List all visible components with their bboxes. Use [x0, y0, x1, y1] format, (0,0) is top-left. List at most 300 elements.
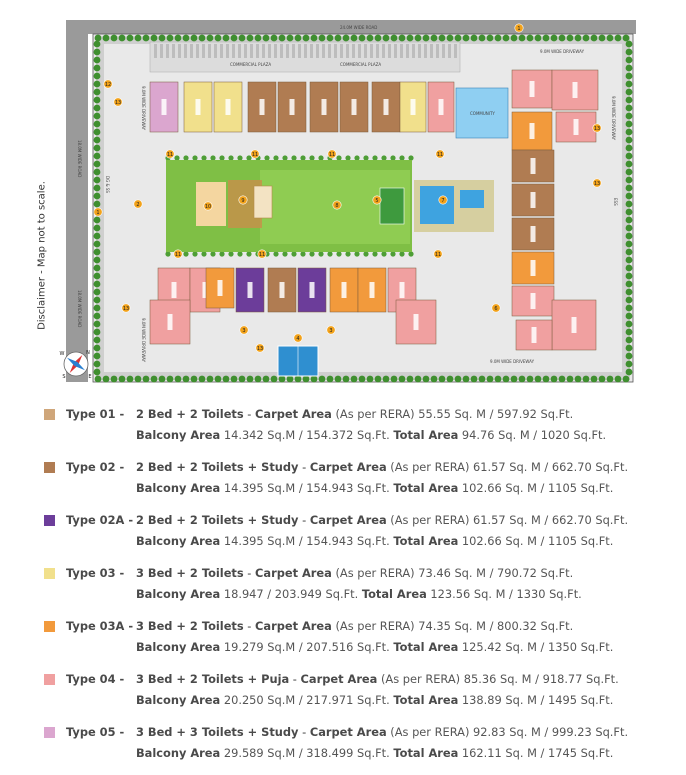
type-color-swatch	[44, 568, 55, 579]
legend-row	[44, 616, 664, 669]
tree	[626, 41, 633, 48]
amenity-marker-number: 12	[104, 81, 112, 88]
tree	[183, 251, 188, 256]
tower-core	[248, 282, 253, 298]
unit-type-name: Type 03 -	[66, 566, 125, 580]
tower-core	[531, 293, 536, 309]
parking-bay	[220, 44, 223, 58]
tree	[94, 121, 101, 128]
unit-type-name: Type 03A -	[66, 619, 134, 633]
tree	[94, 241, 101, 248]
tree	[282, 251, 287, 256]
tree	[215, 35, 222, 42]
amenity-marker-number: 13	[593, 125, 601, 132]
tree	[94, 65, 101, 72]
tree	[383, 376, 390, 383]
amenity-marker-number: 11	[166, 151, 174, 158]
total-area-value: 94.76 Sq. M / 1020 Sq.Ft.	[458, 428, 607, 442]
tree	[94, 57, 101, 64]
amenity-marker-number: 11	[174, 251, 182, 258]
tree	[615, 376, 622, 383]
tree	[94, 161, 101, 168]
type-color-swatch	[44, 409, 55, 420]
tower-core	[352, 99, 357, 115]
tree	[228, 155, 233, 160]
parking-bay	[436, 44, 439, 58]
tree	[626, 305, 633, 312]
compass-e: E	[88, 374, 92, 380]
tree	[223, 376, 230, 383]
legend-row	[44, 457, 664, 510]
parking-bay	[274, 44, 277, 58]
total-area-value: 123.56 Sq. M / 1330 Sq.Ft.	[426, 587, 582, 601]
tree	[327, 251, 332, 256]
parking-bay	[178, 44, 181, 58]
tree	[626, 153, 633, 160]
tree	[94, 73, 101, 80]
carpet-area-value: 73.46 Sq. M / 790.72 Sq.Ft.	[418, 566, 574, 580]
tree	[309, 155, 314, 160]
tree	[487, 35, 494, 42]
tower-core	[574, 119, 579, 135]
tree	[231, 35, 238, 42]
tree	[343, 35, 350, 42]
tree	[626, 217, 633, 224]
tree	[399, 35, 406, 42]
unit-type-name: Type 01 -	[66, 407, 125, 421]
tree	[626, 193, 633, 200]
tree	[599, 35, 606, 42]
tower-core	[531, 192, 536, 208]
tree	[471, 35, 478, 42]
rera-note: (As per RERA)	[331, 619, 419, 633]
rera-note: (As per RERA)	[386, 513, 474, 527]
total-area-label: Total Area	[393, 534, 459, 548]
tree	[626, 161, 633, 168]
driveway-label-right: 9.0M WIDE DRIVEWAY	[611, 96, 616, 141]
carpet-area-label: Carpet Area	[309, 725, 387, 739]
tower-core	[530, 123, 535, 139]
tree	[127, 376, 134, 383]
parking-bay	[430, 44, 433, 58]
parking-bay	[166, 44, 169, 58]
amenity-marker-number: 11	[434, 251, 442, 258]
balcony-area-value: 18.947 / 203.949 Sq.Ft.	[220, 587, 362, 601]
parking-bay	[316, 44, 319, 58]
tree	[94, 193, 101, 200]
tree	[399, 155, 404, 160]
parking-bay	[154, 44, 157, 58]
balcony-area-value: 14.342 Sq.M / 154.372 Sq.Ft.	[220, 428, 394, 442]
tree	[295, 376, 302, 383]
tree	[95, 35, 102, 42]
tree	[359, 35, 366, 42]
tree	[559, 35, 566, 42]
tree	[575, 376, 582, 383]
tower-core	[531, 226, 536, 242]
amenity-marker-number: 4	[296, 335, 300, 342]
tree	[503, 376, 510, 383]
parking-bay	[400, 44, 403, 58]
dg-label: DG & SS	[105, 176, 110, 193]
tree	[94, 49, 101, 56]
tree	[239, 35, 246, 42]
unit-config: 2 Bed + 2 Toilets + Study	[136, 460, 299, 474]
amenity-marker-number: 2	[136, 201, 140, 208]
parking-bay	[322, 44, 325, 58]
total-area-label: Total Area	[393, 428, 459, 442]
tree	[119, 376, 126, 383]
tree	[626, 97, 633, 104]
tree	[626, 337, 633, 344]
tree	[615, 35, 622, 42]
tree	[626, 289, 633, 296]
tree	[94, 129, 101, 136]
total-area-value: 138.89 Sq. M / 1495 Sq.Ft.	[458, 693, 614, 707]
tree	[503, 35, 510, 42]
tree	[159, 35, 166, 42]
tree	[431, 35, 438, 42]
tree	[463, 376, 470, 383]
tree	[519, 35, 526, 42]
tree	[535, 35, 542, 42]
tree	[192, 251, 197, 256]
driveway-label-left: 9.0M WIDE DRIVEWAY	[141, 86, 146, 131]
tree	[626, 145, 633, 152]
tree	[439, 35, 446, 42]
tree	[626, 185, 633, 192]
tree	[210, 251, 215, 256]
tree	[543, 376, 550, 383]
tower-core	[384, 99, 389, 115]
tree	[390, 251, 395, 256]
separator: -	[243, 566, 256, 580]
tree	[94, 89, 101, 96]
tree	[626, 369, 633, 376]
tower-core	[572, 317, 577, 333]
tree	[191, 376, 198, 383]
tower-core	[414, 314, 419, 330]
tree	[94, 233, 101, 240]
tree	[626, 201, 633, 208]
tree	[95, 376, 102, 383]
parking-bay	[340, 44, 343, 58]
amenity-marker-number: 9	[241, 197, 245, 204]
tree	[399, 251, 404, 256]
tree	[372, 155, 377, 160]
amenity-marker-number: 13	[593, 180, 601, 187]
tree	[111, 35, 118, 42]
tree	[423, 376, 430, 383]
tree	[408, 251, 413, 256]
tree	[300, 251, 305, 256]
balcony-area-value: 14.395 Sq.M / 154.943 Sq.Ft.	[220, 481, 394, 495]
tree	[626, 49, 633, 56]
tree	[151, 376, 158, 383]
tree	[626, 65, 633, 72]
parking-bay	[244, 44, 247, 58]
tree	[626, 257, 633, 264]
parking-bay	[196, 44, 199, 58]
carpet-area-label: Carpet Area	[300, 672, 378, 686]
separator: -	[298, 513, 310, 527]
legend-row	[44, 510, 664, 563]
tree	[535, 376, 542, 383]
tree	[295, 35, 302, 42]
amenity-marker-number: 7	[441, 197, 445, 204]
tree	[201, 251, 206, 256]
tree	[167, 376, 174, 383]
balcony-area-value: 14.395 Sq.M / 154.943 Sq.Ft.	[220, 534, 394, 548]
tree	[318, 155, 323, 160]
tree	[345, 251, 350, 256]
tree	[591, 376, 598, 383]
amenity-marker-number: 11	[251, 151, 259, 158]
amenity-marker-number: 1	[96, 209, 100, 216]
unit-config-line	[136, 457, 628, 478]
tree	[336, 155, 341, 160]
unit-area-line	[136, 531, 613, 552]
rera-note: (As per RERA)	[377, 672, 464, 686]
tree	[271, 376, 278, 383]
tree	[319, 35, 326, 42]
unit-config: 2 Bed + 2 Toilets + Study	[136, 513, 299, 527]
tower-core	[290, 99, 295, 115]
tree	[455, 35, 462, 42]
separator: -	[298, 725, 310, 739]
community-label: COMMUNITY	[470, 111, 495, 116]
tree	[94, 313, 101, 320]
compass-n: N	[86, 350, 90, 356]
tree	[623, 35, 630, 42]
tree	[354, 251, 359, 256]
tree	[94, 281, 101, 288]
type-color-swatch	[44, 727, 55, 738]
tree	[479, 35, 486, 42]
swimming-pool	[420, 186, 454, 224]
tree	[626, 281, 633, 288]
tree	[327, 35, 334, 42]
parking-bay	[238, 44, 241, 58]
driveway-label-bottom: 9.0M WIDE DRIVEWAY	[490, 359, 535, 364]
rera-note: (As per RERA)	[386, 725, 474, 739]
tree	[199, 35, 206, 42]
tree	[311, 376, 318, 383]
tree	[94, 361, 101, 368]
parking-bay	[256, 44, 259, 58]
tree	[551, 376, 558, 383]
tree	[359, 376, 366, 383]
tree	[415, 35, 422, 42]
tree	[495, 376, 502, 383]
driveway-label-top-right: 9.0M WIDE DRIVEWAY	[540, 49, 585, 54]
tree	[94, 305, 101, 312]
tree	[367, 376, 374, 383]
tree	[94, 329, 101, 336]
parking-bay	[268, 44, 271, 58]
tree	[447, 35, 454, 42]
tree	[237, 251, 242, 256]
tree	[291, 251, 296, 256]
separator: -	[243, 407, 256, 421]
tree	[626, 353, 633, 360]
tree	[345, 155, 350, 160]
tree	[183, 35, 190, 42]
compass-s: S	[62, 374, 66, 380]
tower-core	[531, 158, 536, 174]
parking-bay	[418, 44, 421, 58]
tree	[372, 251, 377, 256]
tree	[455, 376, 462, 383]
tree	[626, 249, 633, 256]
tree	[183, 155, 188, 160]
unit-type-name: Type 05 -	[66, 725, 125, 739]
parking-bay	[304, 44, 307, 58]
tree	[471, 376, 478, 383]
tree	[167, 35, 174, 42]
tree	[439, 376, 446, 383]
tree	[527, 35, 534, 42]
type-color-swatch	[44, 462, 55, 473]
tree	[219, 251, 224, 256]
tree	[247, 376, 254, 383]
road-left	[66, 20, 88, 382]
tower-core	[226, 99, 231, 115]
tree	[94, 289, 101, 296]
parking-bay	[382, 44, 385, 58]
tower-core	[370, 282, 375, 298]
parking-bay	[376, 44, 379, 58]
tree	[287, 376, 294, 383]
tree	[303, 376, 310, 383]
tree	[335, 376, 342, 383]
tree	[94, 249, 101, 256]
carpet-area-label: Carpet Area	[255, 566, 332, 580]
amenity-marker-number: 1	[517, 25, 521, 32]
tree	[383, 35, 390, 42]
tree	[626, 73, 633, 80]
parking-bay	[286, 44, 289, 58]
parking-bay	[184, 44, 187, 58]
tree	[119, 35, 126, 42]
tree	[94, 345, 101, 352]
parking-bay	[298, 44, 301, 58]
parking-bay	[160, 44, 163, 58]
tree	[174, 155, 179, 160]
parking-bay	[394, 44, 397, 58]
unit-config: 2 Bed + 2 Toilets	[136, 407, 244, 421]
parking-bay	[388, 44, 391, 58]
total-area-label: Total Area	[393, 746, 459, 760]
tree	[94, 217, 101, 224]
parking-bay	[262, 44, 265, 58]
tree	[94, 185, 101, 192]
parking-bay	[424, 44, 427, 58]
tree	[511, 35, 518, 42]
tree	[363, 155, 368, 160]
tree	[626, 361, 633, 368]
tree	[111, 376, 118, 383]
carpet-area-label: Carpet Area	[255, 619, 332, 633]
tree	[210, 155, 215, 160]
tree	[94, 273, 101, 280]
tree	[300, 155, 305, 160]
tree	[575, 35, 582, 42]
tree	[381, 155, 386, 160]
amenity-marker-number: 8	[335, 202, 339, 209]
tree	[626, 121, 633, 128]
carpet-area-label: Carpet Area	[309, 460, 387, 474]
tree	[391, 376, 398, 383]
tree	[626, 57, 633, 64]
tree	[626, 345, 633, 352]
tree	[381, 251, 386, 256]
parking-bay	[310, 44, 313, 58]
tree	[103, 376, 110, 383]
unit-config: 3 Bed + 2 Toilets	[136, 619, 244, 633]
unit-config-line	[136, 404, 573, 425]
tower-core	[411, 99, 416, 115]
tree	[626, 81, 633, 88]
unit-type-name: Type 02A -	[66, 513, 134, 527]
unit-config-line	[136, 616, 573, 637]
balcony-area-label: Balcony Area	[136, 640, 221, 654]
tree	[626, 209, 633, 216]
parking-bay	[172, 44, 175, 58]
tree	[271, 35, 278, 42]
ess-label: ESS	[613, 198, 618, 206]
tree	[626, 137, 633, 144]
tree	[559, 376, 566, 383]
tree	[94, 257, 101, 264]
carpet-area-value: 61.57 Sq. M / 662.70 Sq.Ft.	[473, 513, 629, 527]
tree	[626, 225, 633, 232]
amenity-marker-number: 13	[256, 345, 264, 352]
type-color-swatch	[44, 621, 55, 632]
tree	[175, 376, 182, 383]
tree	[263, 35, 270, 42]
tree	[511, 376, 518, 383]
tree	[231, 376, 238, 383]
tree	[336, 251, 341, 256]
tree	[607, 376, 614, 383]
tree	[407, 35, 414, 42]
parking-bay	[232, 44, 235, 58]
tree	[407, 376, 414, 383]
tree	[319, 376, 326, 383]
tree	[282, 155, 287, 160]
tower-core	[162, 99, 167, 115]
tree	[519, 376, 526, 383]
tree	[527, 376, 534, 383]
tree	[246, 251, 251, 256]
tree	[463, 35, 470, 42]
parking-bay	[250, 44, 253, 58]
commercial-label-1: COMMERCIAL PLAZA	[230, 62, 272, 67]
parking-bay	[334, 44, 337, 58]
tower-core	[322, 99, 327, 115]
tree	[215, 376, 222, 383]
tree	[94, 369, 101, 376]
amenity-marker-number: 13	[114, 99, 122, 106]
parking-bay	[358, 44, 361, 58]
tower-core	[439, 99, 444, 115]
tree	[279, 35, 286, 42]
tree	[255, 376, 262, 383]
unit-type-name: Type 04 -	[66, 672, 125, 686]
tree	[273, 155, 278, 160]
tower-core	[530, 81, 535, 97]
